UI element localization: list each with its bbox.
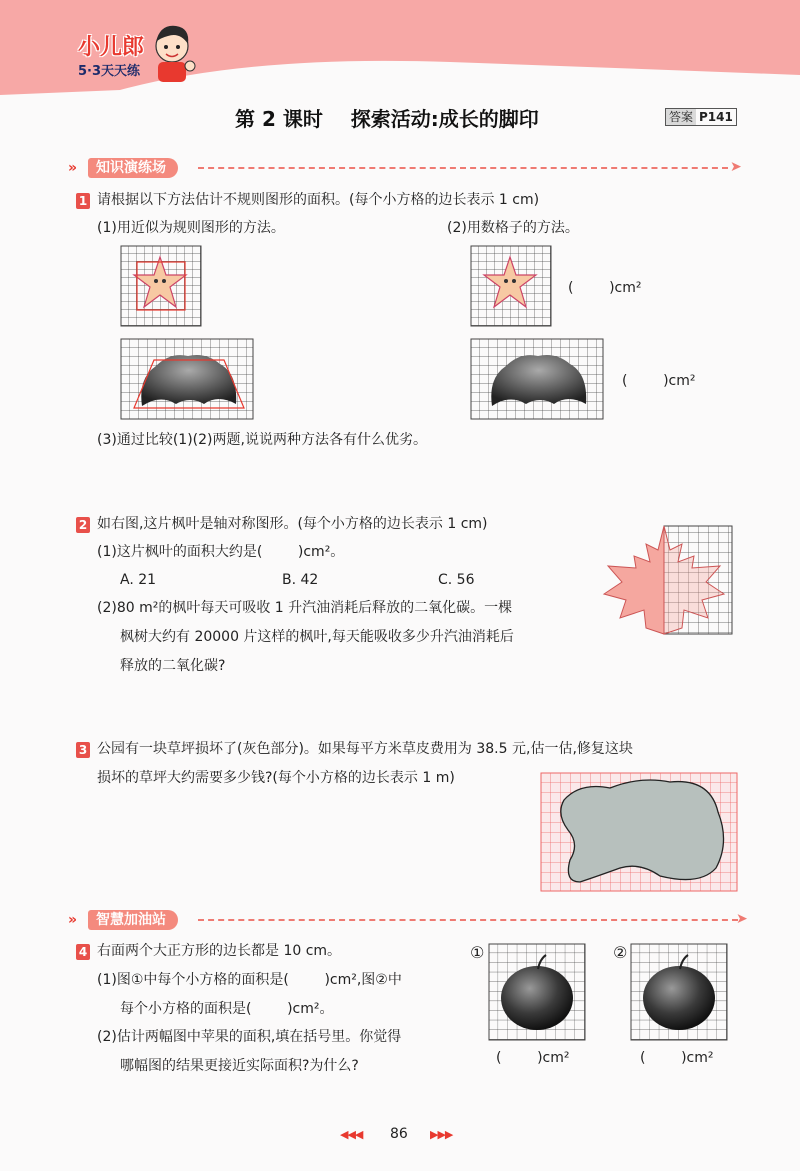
question-text: 如右图,这片枫叶是轴对称图形。(每个小方格的边长表示 1 cm) [97, 516, 488, 532]
figure-label-2: ② [613, 943, 628, 962]
question-number: 3 [76, 742, 90, 758]
section-title: 知识演练场 [88, 158, 178, 178]
answer-blank[interactable]: ( )cm² [622, 373, 696, 389]
apple-grid-coarse [630, 943, 730, 1043]
question-number: 1 [76, 193, 90, 209]
lesson-title: 第 2 课时 探索活动:成长的脚印 [235, 107, 539, 131]
question-part: (2)80 m²的枫叶每天可吸收 1 升汽油消耗后释放的二氧化碳。一棵 [97, 600, 513, 616]
answer-blank[interactable]: ( )cm² [568, 280, 642, 296]
starfish-grid-count [470, 245, 560, 327]
question-part: 枫树大约有 20000 片这样的枫叶,每天能吸收多少升汽油消耗后 [120, 629, 514, 645]
question-part: 释放的二氧化碳? [120, 658, 226, 674]
answer-label: 答案 [666, 109, 696, 125]
section-divider [198, 167, 728, 169]
section-arrow-icon: » [68, 160, 78, 176]
shape-grid-count [470, 338, 606, 420]
mascot-boy-icon [150, 20, 200, 85]
question-number: 2 [76, 517, 90, 533]
figure-label-1: ① [470, 943, 485, 962]
question-part: 哪幅图的结果更接近实际面积?为什么? [120, 1058, 359, 1074]
apple-grid-fine [488, 943, 588, 1043]
series-name: 5·3天天练 [78, 64, 141, 79]
page-next-arrows-icon[interactable]: ▶▶▶ [430, 1128, 453, 1141]
section-end-arrow-icon: ➤ [730, 159, 742, 175]
answer-blank[interactable]: ( )cm² [640, 1050, 714, 1066]
section-header-practice [68, 158, 742, 178]
question-text: 请根据以下方法估计不规则图形的面积。(每个小方格的边长表示 1 cm) [97, 192, 540, 208]
page-number: 86 [390, 1126, 408, 1142]
option-c[interactable]: C. 56 [438, 572, 475, 588]
question-part: (1)这片枫叶的面积大约是( )cm²。 [97, 544, 345, 560]
question-text: 右面两个大正方形的边长都是 10 cm。 [97, 943, 342, 959]
answer-page: P141 [699, 110, 733, 124]
answer-reference [665, 108, 737, 126]
question-text: 损坏的草坪大约需要多少钱?(每个小方格的边长表示 1 m) [97, 770, 455, 786]
section-header-challenge [68, 910, 748, 930]
question-text: 公园有一块草坪损坏了(灰色部分)。如果每平方米草皮费用为 38.5 元,估一估,修复这块 [97, 741, 633, 757]
starfish-grid-approx [120, 245, 210, 327]
maple-leaf-grid [598, 522, 738, 644]
brand-logo: 小儿郎 [78, 35, 145, 60]
option-a[interactable]: A. 21 [120, 572, 157, 588]
section-end-arrow-icon: ➤ [736, 911, 748, 927]
shape-grid-approx [120, 338, 256, 420]
section-divider [198, 919, 738, 921]
page-prev-arrows-icon[interactable]: ◀◀◀ [340, 1128, 363, 1141]
answer-blank[interactable]: ( )cm² [496, 1050, 570, 1066]
question-part: (2)估计两幅图中苹果的面积,填在括号里。你觉得 [97, 1029, 402, 1045]
question-number: 4 [76, 944, 90, 960]
option-b[interactable]: B. 42 [282, 572, 319, 588]
section-title: 智慧加油站 [88, 910, 178, 930]
question-part: (2)用数格子的方法。 [447, 220, 579, 236]
question-part: (1)图①中每个小方格的面积是( )cm²,图②中 [97, 972, 402, 988]
question-part: (3)通过比较(1)(2)两题,说说两种方法各有什么优劣。 [97, 432, 427, 448]
question-part: 每个小方格的面积是( )cm²。 [120, 1001, 334, 1017]
section-arrow-icon: » [68, 912, 78, 928]
lawn-grid [540, 772, 740, 894]
question-part: (1)用近似为规则图形的方法。 [97, 220, 285, 236]
